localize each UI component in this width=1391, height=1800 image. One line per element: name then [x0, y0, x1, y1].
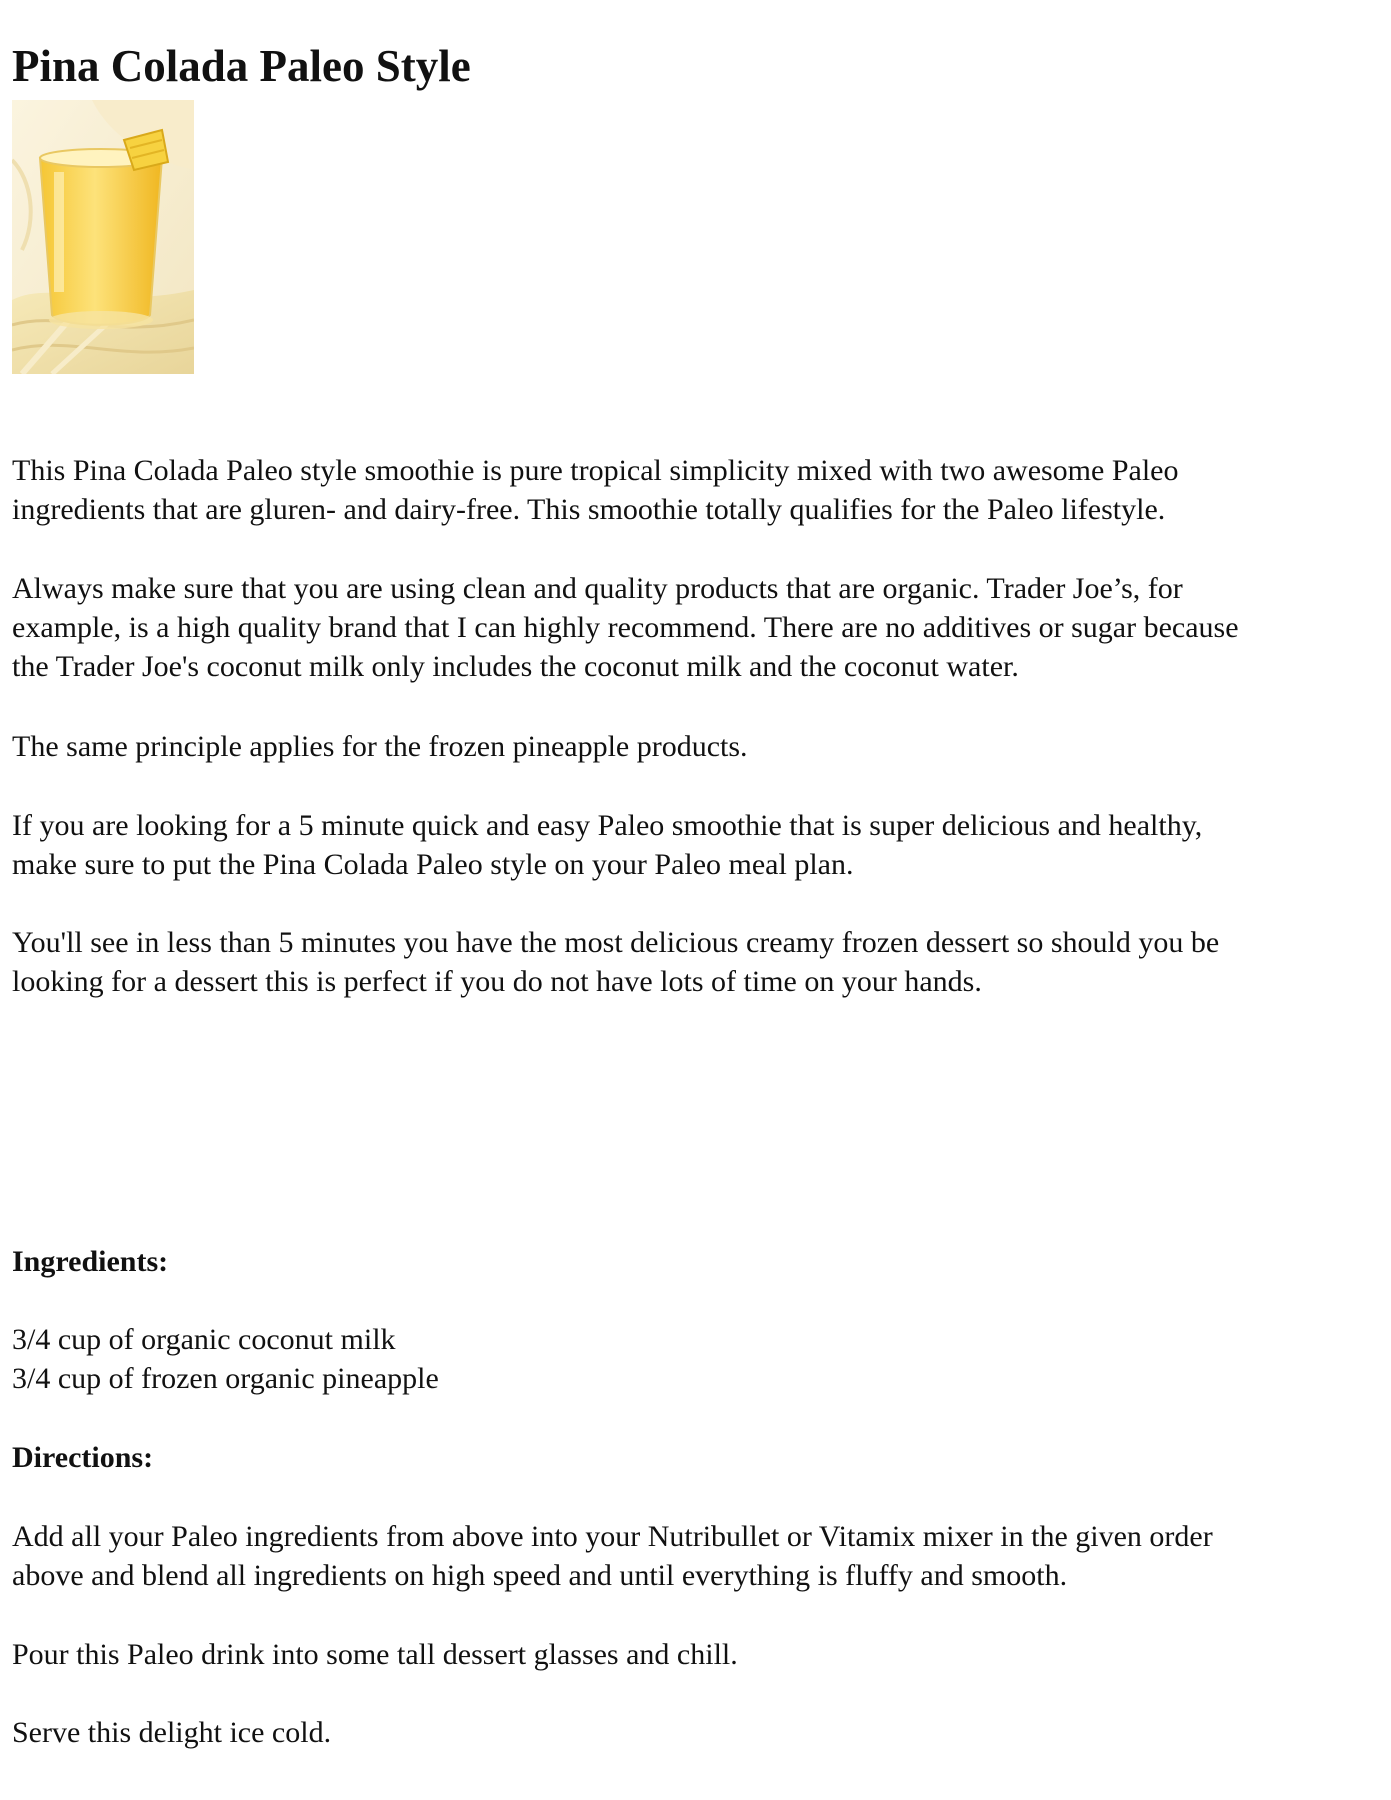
text-line: Add all your Paleo ingredients from above into your Nutribullet or Vitamix mixer in the given order: [12, 1520, 1213, 1553]
smoothie-photo: [12, 100, 194, 374]
text-line: ingredients that are gluren- and dairy-free. This smoothie totally qualifies for the Paleo lifestyle.: [12, 493, 1166, 526]
intro-paragraph-2: [12, 569, 1239, 686]
intro-paragraph-4: [12, 806, 1202, 884]
text-line: Serve this delight ice cold.: [12, 1716, 332, 1749]
text-line: This Pina Colada Paleo style smoothie is pure tropical simplicity mixed with two awesome Paleo: [12, 454, 1179, 487]
directions-paragraph-2: [12, 1635, 738, 1674]
ingredient-item: 3/4 cup of frozen organic pineapple: [12, 1362, 439, 1395]
text-line: looking for a dessert this is perfect if you do not have lots of time on your hands.: [12, 965, 982, 998]
text-line: make sure to put the Pina Colada Paleo style on your Paleo meal plan.: [12, 848, 854, 881]
text-line: The same principle applies for the frozen pineapple products.: [12, 730, 748, 763]
directions-heading: Directions:: [12, 1441, 154, 1474]
text-line: You'll see in less than 5 minutes you have the most delicious creamy frozen dessert so should you be: [12, 926, 1220, 959]
ingredients-list: [12, 1320, 439, 1398]
smoothie-glass-illustration: [12, 100, 194, 374]
ingredients-heading: Ingredients:: [12, 1245, 169, 1278]
text-line: example, is a high quality brand that I can highly recommend. There are no additives or sugar because: [12, 611, 1239, 644]
intro-paragraph-3: [12, 727, 748, 766]
text-line: the Trader Joe's coconut milk only includes the coconut milk and the coconut water.: [12, 650, 1019, 683]
page-title: Pina Colada Paleo Style: [12, 41, 471, 91]
text-line: above and blend all ingredients on high speed and until everything is fluffy and smooth.: [12, 1559, 1068, 1592]
text-line: Pour this Paleo drink into some tall dessert glasses and chill.: [12, 1638, 738, 1671]
directions-paragraph-3: [12, 1713, 331, 1752]
ingredient-item: 3/4 cup of organic coconut milk: [12, 1323, 396, 1356]
directions-paragraph-1: [12, 1517, 1213, 1595]
text-line: Always make sure that you are using clean and quality products that are organic. Trader Joe’s, for: [12, 572, 1183, 605]
intro-paragraph-1: [12, 451, 1178, 529]
text-line: If you are looking for a 5 minute quick and easy Paleo smoothie that is super delicious and healthy,: [12, 809, 1203, 842]
intro-paragraph-5: [12, 923, 1219, 1001]
